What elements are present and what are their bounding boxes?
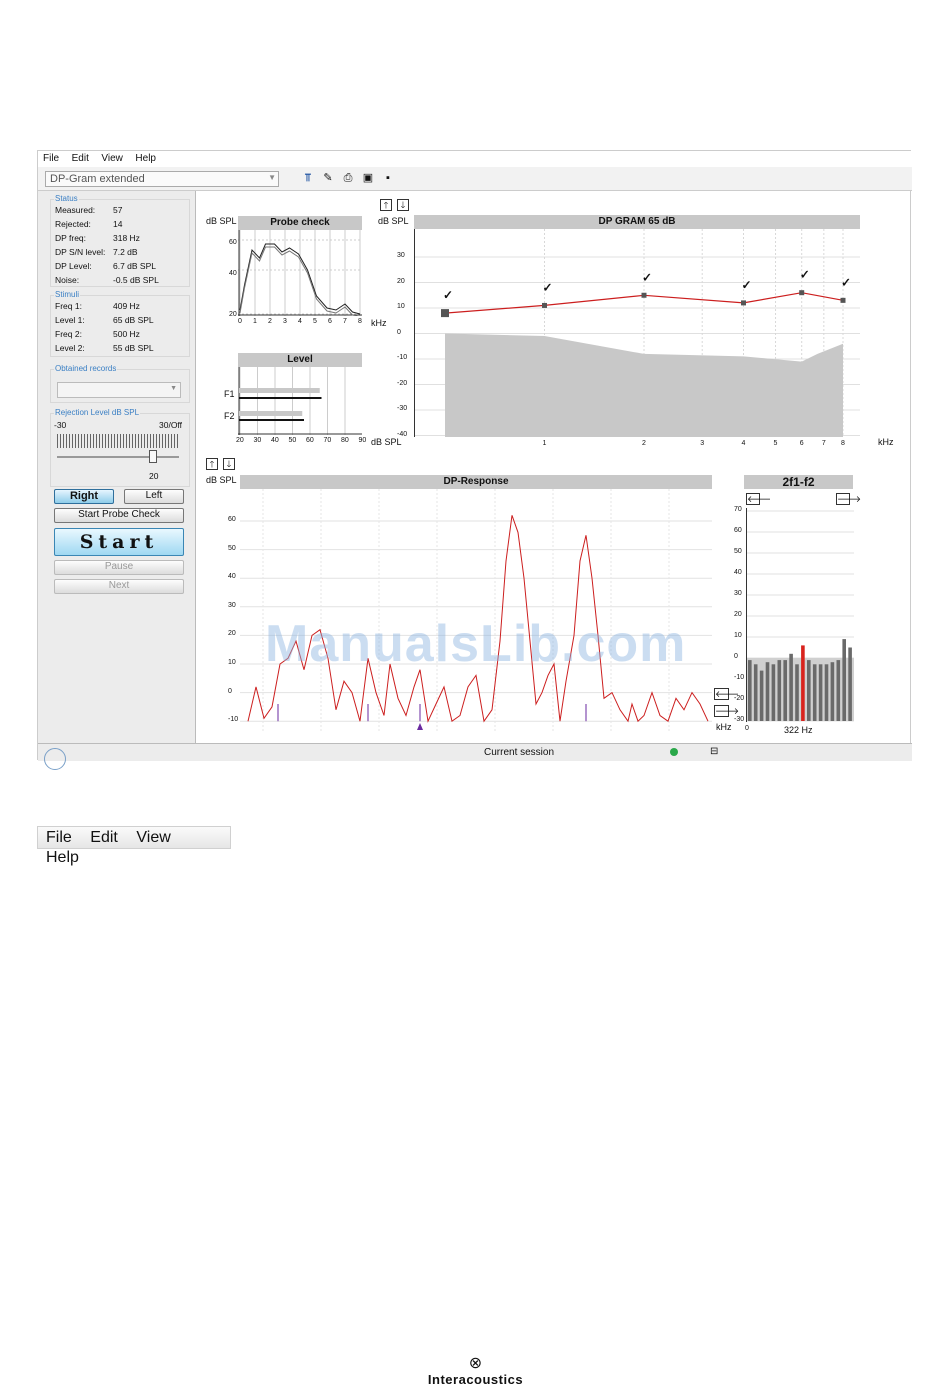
distortion-bar [831,662,835,721]
distortion-ytick: 40 [734,569,742,576]
status-title: Status [55,194,78,203]
probe-xunit: kHz [371,318,387,328]
stimuli-group [50,290,190,357]
menu-bar [38,151,912,167]
probe-check-plot [238,230,362,316]
dpgram-ylabel: dB SPL [378,216,409,226]
f2-target-bar [239,411,302,416]
dpgram-ytick: -10 [397,354,408,361]
probe-xtick: 2 [268,318,272,325]
print-icon[interactable]: ⎙ [343,172,353,184]
dpresponse-plot [240,489,712,733]
status-label: Rejected: [55,219,91,229]
dp-point [542,303,547,308]
probe-check-title: Probe check [238,216,362,230]
menu-edit[interactable]: Edit [90,829,118,846]
pause-button[interactable]: Pause [54,560,184,575]
dpgram-ytick: 0 [397,328,401,336]
distortion-bar [795,664,799,721]
arrow-left-icon[interactable]: 🡐 [747,494,772,504]
dpresponse-ytick: 50 [228,544,236,552]
distortion-ytick: -20 [734,695,745,702]
distortion-ytick: 0 [734,653,738,660]
dpgram-plot [414,229,860,437]
level-xtick: 20 [236,437,244,444]
start-button[interactable]: Start [54,528,184,556]
status-value: 57 [113,205,123,215]
distortion-bar [837,660,841,721]
scale-down-icon[interactable]: 🡓 [397,199,409,211]
probe-xtick: 7 [343,318,347,325]
dpgram-ytick: 30 [397,252,405,259]
distortion-bar [760,671,764,721]
distortion-bar [778,660,782,721]
menu-file[interactable]: File [43,153,60,164]
dp-point [799,290,804,295]
f1-target-bar [239,388,320,393]
menu-view[interactable]: View [101,153,123,164]
status-value: 6.7 dB SPL [113,261,157,271]
checkmark-icon: ✓ [443,288,454,303]
rejection-slider-track[interactable] [57,456,179,458]
dpresponse-ytick: 40 [228,573,236,581]
status-label: Measured: [55,205,96,215]
checkmark-icon: ✓ [741,277,752,292]
checkmark-icon: ✓ [642,270,653,285]
checkmark-icon: ✓ [799,267,810,282]
distortion-bar [748,660,752,721]
stimuli-value: 55 dB SPL [113,343,154,353]
dpgram-xtick: 5 [773,440,778,447]
level-grid [238,367,362,435]
level-unit: dB SPL [371,437,402,447]
probe-xtick: 5 [313,318,317,325]
distortion-bar [766,662,770,721]
distortion-bar [848,648,852,722]
rejection-min-label: -30 [54,420,67,430]
level-xtick: 80 [341,437,349,444]
left-ear-button[interactable]: Left [124,489,184,504]
stimuli-label: Level 1: [55,315,85,325]
status-value: 318 Hz [113,233,140,243]
dpgram-ytick: -20 [397,379,408,387]
start-probe-check-button[interactable]: Start Probe Check [54,508,184,523]
probe-xtick: 0 [238,318,242,325]
distortion-bar [783,660,787,721]
probe-xtick: 8 [358,318,362,325]
dpgram-xtick: 8 [841,440,845,447]
stimuli-label: Level 2: [55,343,85,353]
probe-ytick: 60 [229,239,237,246]
status-label: DP S/N level: [55,247,106,257]
distortion-bar [842,639,846,721]
obtained-records-group [50,364,190,403]
dpresponse-ytick: 10 [228,659,236,666]
level-plot [238,367,362,435]
level-xtick: 90 [358,437,367,444]
stimuli-value: 65 dB SPL [113,315,154,325]
dp-point [741,300,746,305]
dpgram-ytick: 20 [397,277,405,285]
dpgram-xtick: 3 [700,440,705,447]
stimuli-label: Freq 2: [55,329,82,339]
status-value: 7.2 dB [113,247,138,257]
status-value: -0.5 dB SPL [113,275,159,285]
rejection-value: 20 [149,471,159,481]
level-row-f1: F1 [224,389,235,399]
status-label: DP freq: [55,233,87,243]
footer-logo [408,1356,543,1387]
obtained-records-title: Obtained records [55,364,117,373]
dpgram-title: DP GRAM 65 dB [414,215,860,229]
hardware-icon: ⊟ [710,746,719,757]
distortion-ytick: 30 [734,590,742,597]
dpgram-xlabel: kHz [878,437,894,447]
current-session-label: Current session [484,747,555,758]
f1-measured-bar [239,397,322,399]
distortion-bar [813,664,817,721]
dp-frequency-marker [417,723,423,730]
protocol-value: DP-Gram extended [50,173,145,185]
tympanometry-icon[interactable]: ⫪ [304,172,312,184]
dpgram-ytick: -40 [397,430,408,438]
interacoustics-logo-icon: ⊗ [468,1355,483,1372]
distortion-bar [825,664,829,721]
level-xtick: 60 [306,437,314,444]
level-title: Level [238,353,362,367]
probe-xtick: 4 [298,318,302,325]
distortion-ytick: 50 [734,548,742,555]
chevron-down-icon: ▼ [268,173,276,182]
distortion-bar [789,654,793,721]
scale-down-icon[interactable]: 🡓 [223,458,235,470]
dpresponse-ytick: 60 [228,516,236,523]
status-group [50,194,190,287]
dpresponse-ytick: 20 [228,630,236,638]
connection-status-icon [670,748,678,756]
chevron-down-icon: ▼ [170,385,177,392]
report-editor-icon[interactable]: ✎ [323,172,333,184]
distortion-bar [754,664,758,721]
dpresponse-ylabel: dB SPL [206,475,237,485]
rejection-slider-thumb[interactable] [149,450,157,463]
brand-name: Interacoustics [427,1372,524,1387]
level-xtick: 40 [271,437,279,444]
checkmark-icon: ✓ [841,275,852,290]
probe-check-unit: dB SPL [206,216,237,226]
distortion-ytick: 60 [734,527,742,534]
status-value: 14 [113,219,123,229]
distortion-xlabel: 322 Hz [784,725,813,735]
level-xtick: 30 [253,437,262,444]
distortion-bar [807,660,811,721]
menu-bar-illustration [37,826,231,866]
menu-edit[interactable]: Edit [71,153,89,164]
stimuli-value: 500 Hz [113,329,140,339]
dpgram-xtick: 2 [642,440,646,447]
probe-ytick: 40 [229,270,237,277]
rejection-level-meter [57,434,179,448]
dpgram-xtick: 1 [542,440,547,447]
distortion-bar [819,664,823,721]
distortion-bar [772,664,776,721]
distortion-ytick: 10 [734,632,742,639]
dpresponse-xlabel: kHz [716,722,732,732]
rejection-title: Rejection Level dB SPL [55,408,140,417]
watermark: ManualsLib.com [265,615,687,673]
dpresponse-ytick: 30 [228,601,236,609]
rejection-group [50,408,190,487]
f2-measured-bar [239,419,304,421]
level-xtick: 70 [323,437,332,444]
status-bar [38,743,912,761]
arrow-right-icon[interactable]: 🡒 [837,494,862,504]
dpgram-ytick: 10 [397,303,405,310]
level-row-f2: F2 [224,411,235,421]
distortion-ytick: -10 [734,674,745,681]
obtained-records-select[interactable] [57,382,181,398]
distortion-plot [746,508,854,722]
menu-help[interactable]: Help [135,153,156,164]
stimuli-label: Freq 1: [55,301,82,311]
menu-view[interactable]: View [136,829,171,846]
toolbar [38,167,912,191]
dpresponse-title: DP-Response [240,475,712,489]
status-label: Noise: [55,275,80,285]
stimuli-title: Stimuli [55,290,80,299]
dpresponse-ytick: -10 [228,716,239,724]
stimuli-value: 409 Hz [113,301,140,311]
dp-point [841,298,846,303]
menu-help[interactable]: Help [46,849,79,866]
probe-xtick: 3 [283,318,287,325]
highlight-bar [801,645,805,721]
dpgram-ytick: -30 [397,405,408,412]
dp-point [441,309,449,317]
level-xtick: 50 [288,437,297,444]
save-icon[interactable]: ▪ [386,172,390,184]
left-panel [38,191,196,743]
checkmark-icon: ✓ [542,280,553,295]
protocol-select[interactable] [45,171,279,187]
arrow-right-icon[interactable]: 🡒 [715,706,740,716]
menu-file[interactable]: File [46,829,72,846]
dpgram-xtick: 4 [741,440,746,447]
dp-point [642,293,647,298]
save-exit-icon[interactable]: ▣ [362,172,374,184]
distortion-title: 2f1-f2 [744,475,853,489]
right-ear-button[interactable]: Right [54,489,114,504]
logo-icon [44,748,66,770]
distortion-ytick: 20 [734,611,742,618]
probe-ytick: 20 [229,311,237,318]
dpresponse-ytick: 0 [228,687,232,695]
distortion-xtick: 0 [745,725,749,732]
status-label: DP Level: [55,261,92,271]
dpgram-xtick: 6 [799,440,804,447]
rejection-max-label: 30/Off [159,420,182,430]
dpgram-xtick: 7 [821,440,826,447]
probe-grid [238,230,362,316]
next-button[interactable]: Next [54,579,184,594]
scale-up-icon[interactable]: 🡑 [206,458,218,470]
arrow-left-icon[interactable]: 🡐 [715,689,740,699]
probe-xtick: 1 [253,318,257,325]
distortion-ytick: -30 [734,716,745,723]
scale-up-icon[interactable]: 🡑 [380,199,392,211]
distortion-ytick: 70 [734,506,742,513]
probe-xtick: 6 [328,318,332,325]
